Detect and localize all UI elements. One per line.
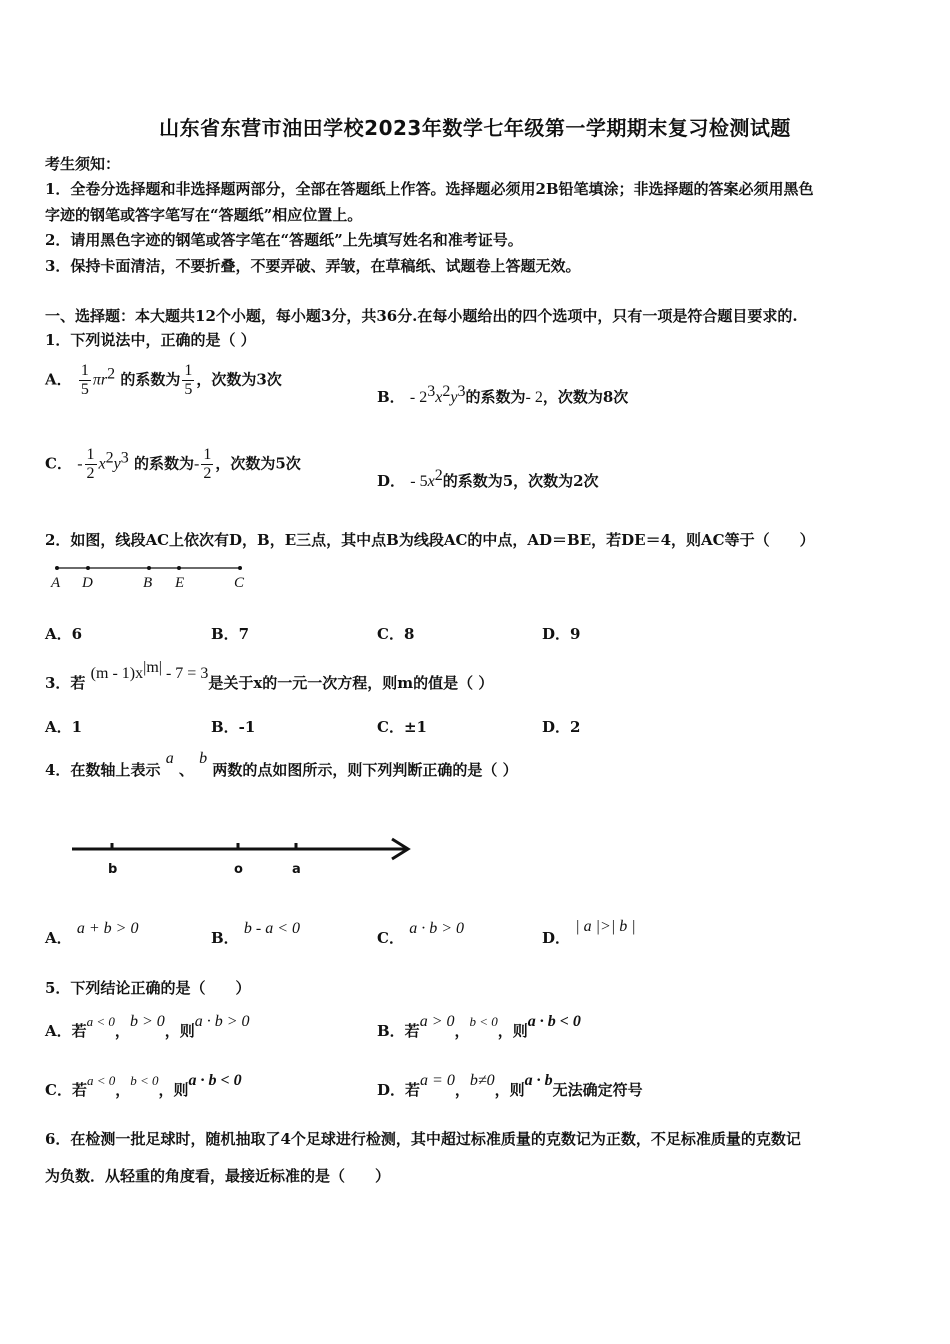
q4-a-label: A． xyxy=(45,929,72,947)
q5-a-res: a · b > 0 xyxy=(194,1013,250,1030)
q1-a-exp: 2 xyxy=(107,365,116,383)
q5-option-b xyxy=(377,1013,581,1050)
q1-c-e1: 2 xyxy=(105,449,114,467)
q1-c-tail: ，次数为5次 xyxy=(215,454,301,473)
q1-b-e3: 3 xyxy=(457,383,466,400)
point-label-d: D xyxy=(82,575,93,591)
q1-c-neg: - xyxy=(77,455,83,473)
q6-line-2: 为负数．从轻重的角度看，最接近标准的是（ ） xyxy=(45,1167,391,1185)
q2-segment-figure xyxy=(45,558,260,594)
q3-option-b: B．-1 xyxy=(211,718,256,736)
q4-c-label: C． xyxy=(377,929,404,947)
q1-a-term: πr xyxy=(92,371,108,389)
q4-d-label: D． xyxy=(542,929,571,947)
q3-eq: (m - 1)x xyxy=(90,665,144,682)
q6-line-1: 6．在检测一批足球时，随机抽取了4个足球进行检测，其中超过标准质量的克数记为正数，不足标准质量的克数记 xyxy=(45,1130,801,1148)
axis-label-b: b xyxy=(108,862,118,877)
notice-heading: 考生须知： xyxy=(45,155,121,173)
q1-c-frac-num: 1 xyxy=(86,446,95,463)
q5-d-res: a · b xyxy=(524,1072,553,1089)
q1-a-mid: 的系数为 xyxy=(120,370,181,389)
q1-c-fraction xyxy=(85,446,97,483)
section-heading: 一、选择题：本大题共12个小题，每小题3分，共36分.在每小题给出的四个选项中，只有一项是符合题目要求的. xyxy=(45,307,798,325)
q4-option-a xyxy=(45,920,138,957)
q1-a-frac2-den: 5 xyxy=(184,381,193,398)
point-a-dot xyxy=(55,566,59,570)
q1-c-fraction2 xyxy=(201,446,213,483)
q5-c-then: ，则 xyxy=(158,1081,189,1099)
q4-b-expr: b - a < 0 xyxy=(243,920,301,937)
q1-stem: 1．下列说法中，正确的是（ ） xyxy=(45,331,256,349)
q2-option-a: A．6 xyxy=(45,625,83,643)
q1-b-y: y xyxy=(450,389,458,406)
q1-c-frac2-num: 1 xyxy=(203,446,212,463)
q4-option-d xyxy=(542,920,636,957)
notice-item-1b: 字迹的钢笔或答字笔写在“答题纸”相应位置上。 xyxy=(45,206,363,224)
q1-c-neg2: - xyxy=(193,455,200,473)
point-b-dot xyxy=(147,566,151,570)
q5-a-comma: ， xyxy=(114,1022,130,1040)
q1-b-expr: - 2 xyxy=(409,389,428,406)
point-e-dot xyxy=(177,566,181,570)
q5-c-c1: a < 0 xyxy=(86,1073,116,1088)
q5-a-then: ，则 xyxy=(164,1022,195,1040)
point-label-e: E xyxy=(175,575,185,591)
q5-a-c1: a < 0 xyxy=(86,1014,115,1029)
q1-a-tail: ，次数为3次 xyxy=(196,370,282,389)
q1-b-e1: 3 xyxy=(427,383,436,400)
q5-option-a xyxy=(45,1013,250,1050)
q1-a-fraction xyxy=(79,362,91,399)
q5-option-d xyxy=(377,1072,643,1109)
q5-d-comma: ， xyxy=(454,1081,470,1099)
q5-d-label: D．若 xyxy=(377,1081,421,1099)
q1-b-mid: 的系数为 xyxy=(465,388,526,406)
q2-option-b: B．7 xyxy=(211,625,250,643)
q4-option-b xyxy=(211,920,300,957)
q5-b-c1: a > 0 xyxy=(419,1013,455,1030)
q5-a-label: A．若 xyxy=(45,1022,87,1040)
q4-pre: 4．在数轴上表示 xyxy=(45,761,161,779)
q1-b-x: x xyxy=(435,389,443,406)
q4-var-a: a xyxy=(165,750,174,767)
q5-a-c2: b > 0 xyxy=(129,1013,165,1030)
q1-a-frac-num: 1 xyxy=(80,362,89,379)
q1-option-a xyxy=(45,362,282,399)
axis-label-o: o xyxy=(234,862,243,877)
q2-option-c: C．8 xyxy=(377,625,415,643)
q1-c-label: C． xyxy=(45,454,72,473)
q1-c-frac2-den: 2 xyxy=(203,465,212,482)
q1-c-mid: 的系数为 xyxy=(133,454,194,473)
q5-d-then: ，则 xyxy=(494,1081,525,1099)
q3-option-a: A．1 xyxy=(45,718,83,736)
q3-option-d: D．2 xyxy=(542,718,581,736)
q4-b-label: B． xyxy=(211,929,239,947)
q4-d-expr: | a |>| b | xyxy=(575,918,636,935)
q4-number-line xyxy=(70,834,415,864)
point-d-dot xyxy=(86,566,90,570)
q1-c-x: x xyxy=(98,455,106,473)
q1-a-frac2-num: 1 xyxy=(184,362,193,379)
q3-pre: 3．若 xyxy=(45,674,86,692)
q1-b-coef: - 2 xyxy=(525,389,543,406)
q1-b-e2: 2 xyxy=(442,383,451,400)
q5-c-c2: b < 0 xyxy=(130,1073,159,1088)
q2-stem: 2．如图，线段AC上依次有D，B，E三点，其中点B为线段AC的中点，AD＝BE，若DE＝4，则AC等于（ ） xyxy=(45,531,815,549)
q1-option-d xyxy=(377,467,599,491)
q4-c-expr: a · b > 0 xyxy=(409,920,464,937)
q1-a-fraction2 xyxy=(182,362,194,399)
q5-b-res: a · b < 0 xyxy=(527,1013,581,1030)
q1-c-y: y xyxy=(113,455,121,473)
q1-option-c xyxy=(45,446,301,483)
notice-item-3: 3．保持卡面清洁，不要折叠，不要弄破、弄皱，在草稿纸、试题卷上答题无效。 xyxy=(45,257,581,275)
point-c-dot xyxy=(238,566,242,570)
q4-sep: 、 xyxy=(178,761,194,779)
q1-a-frac-den: 5 xyxy=(80,381,89,398)
q4-post: 两数的点如图所示，则下列判断正确的是（ ） xyxy=(212,761,518,779)
q4-var-b: b xyxy=(199,750,208,767)
q5-stem: 5．下列结论正确的是（ ） xyxy=(45,979,251,997)
q1-d-expr: - 5 xyxy=(410,473,428,490)
q1-b-label: B． xyxy=(377,388,405,406)
notice-item-1a: 1．全卷分选择题和非选择题两部分，全部在答题纸上作答。选择题必须用2B铅笔填涂；非选择题的答案必须用黑色 xyxy=(45,180,814,198)
q5-c-label: C．若 xyxy=(45,1081,87,1099)
notice-item-2: 2．请用黑色字迹的钢笔或答字笔在“答题纸”上先填写姓名和准考证号。 xyxy=(45,231,523,249)
q5-c-res: a · b < 0 xyxy=(188,1072,242,1089)
q4-stem xyxy=(45,752,518,789)
q1-c-frac-den: 2 xyxy=(86,465,95,482)
q5-b-c2: b < 0 xyxy=(469,1014,498,1029)
q5-d-c1: a = 0 xyxy=(420,1072,455,1089)
q1-a-label: A． xyxy=(45,370,72,389)
q1-b-tail: ，次数为8次 xyxy=(542,388,629,406)
q1-d-tail: 的系数为5，次数为2次 xyxy=(442,472,599,490)
point-label-b: B xyxy=(143,575,153,591)
q5-c-comma: ， xyxy=(115,1081,131,1099)
q5-b-comma: ， xyxy=(454,1022,470,1040)
q1-d-x: x xyxy=(427,473,435,490)
q5-d-c2: b≠0 xyxy=(469,1072,495,1089)
q1-option-b xyxy=(377,383,628,407)
q3-eq-exp: |m| xyxy=(143,659,162,676)
q4-a-expr: a + b > 0 xyxy=(76,920,139,937)
q1-d-e: 2 xyxy=(434,467,443,484)
q4-option-c xyxy=(377,920,464,957)
q3-eq-rest: - 7 = 3 xyxy=(161,665,209,682)
q3-option-c: C．±1 xyxy=(377,718,427,736)
q3-post: 是关于x的一元一次方程，则m的值是（ ） xyxy=(208,674,494,692)
q3-stem xyxy=(45,660,493,702)
q5-option-c xyxy=(45,1072,242,1109)
q1-d-label: D． xyxy=(377,472,406,490)
axis-label-a: a xyxy=(292,862,301,877)
page-title: 山东省东营市油田学校2023年数学七年级第一学期期末复习检测试题 xyxy=(159,116,791,140)
q1-c-e2: 3 xyxy=(120,449,129,467)
q5-d-tail: 无法确定符号 xyxy=(552,1081,643,1099)
q5-b-then: ，则 xyxy=(497,1022,528,1040)
q5-b-label: B．若 xyxy=(377,1022,420,1040)
q3-equation xyxy=(90,659,209,682)
point-label-c: C xyxy=(234,575,245,591)
q2-option-d: D．9 xyxy=(542,625,581,643)
point-label-a: A xyxy=(51,575,61,591)
